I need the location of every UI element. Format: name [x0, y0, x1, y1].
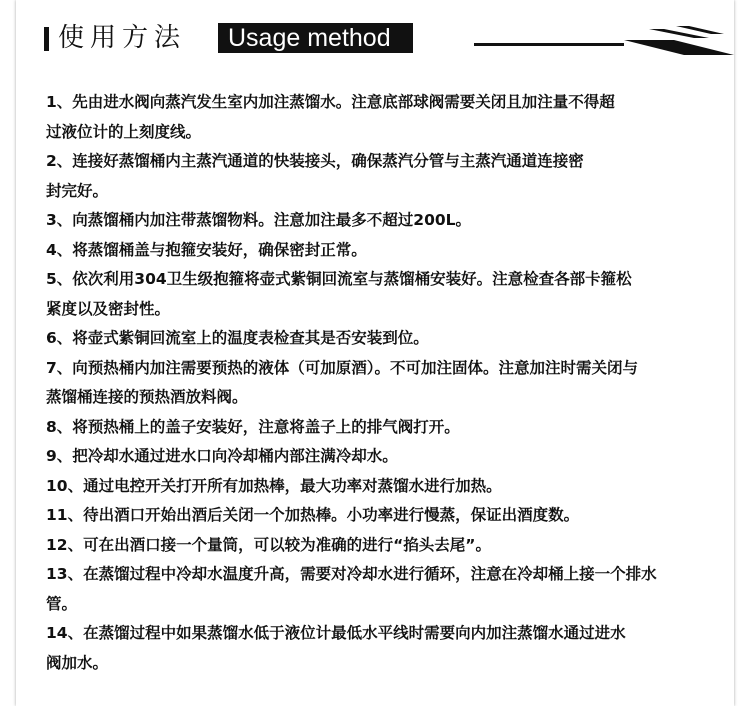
list-item	[46, 147, 716, 206]
step-text: 9、把冷却水通过进水口向冷却桶内部注满冷却水。	[46, 447, 398, 465]
step-text: 1、先由进水阀向蒸汽发生室内加注蒸馏水。注意底部球阀需要关闭且加注量不得超	[46, 93, 615, 111]
step-text-continued: 紧度以及密封性。	[46, 299, 171, 318]
step-text-continued: 过液位计的上刻度线。	[46, 122, 202, 141]
header-rule-line	[474, 43, 624, 46]
step-text: 2、连接好蒸馏桶内主蒸汽通道的快装接头，确保蒸汽分管与主蒸汽通道连接密	[46, 152, 584, 170]
list-item	[46, 560, 716, 619]
step-text: 6、将壶式紫铜回流室上的温度表检查其是否安装到位。	[46, 329, 429, 347]
step-text: 13、在蒸馏过程中冷却水温度升高，需要对冷却水进行循环，注意在冷却桶上接一个排水	[46, 565, 657, 583]
header-stripes-decoration	[604, 26, 734, 56]
document-page	[16, 0, 734, 706]
step-text: 14、在蒸馏过程中如果蒸馏水低于液位计最低水平线时需要向内加注蒸馏水通过进水	[46, 624, 626, 642]
list-item	[46, 206, 716, 236]
header-title-zh: 使用方法	[58, 23, 187, 53]
step-text: 11、待出酒口开始出酒后关闭一个加热棒。小功率进行慢蒸，保证出酒度数。	[46, 506, 580, 524]
step-text: 4、将蒸馏桶盖与抱箍安装好，确保密封正常。	[46, 240, 367, 259]
header-marker-bar	[44, 27, 49, 51]
section-header	[44, 20, 734, 56]
step-text-continued: 封完好。	[46, 181, 109, 200]
list-item	[46, 354, 716, 413]
step-text: 10、通过电控开关打开所有加热棒，最大功率对蒸馏水进行加热。	[46, 476, 502, 495]
step-text: 5、依次利用304卫生级抱箍将壶式紫铜回流室与蒸馏桶安装好。注意检查各部卡箍松	[46, 270, 632, 288]
usage-steps-list	[46, 88, 716, 678]
step-text: 8、将预热桶上的盖子安装好，注意将盖子上的排气阀打开。	[46, 417, 460, 436]
list-item	[46, 265, 716, 324]
step-text: 7、向预热桶内加注需要预热的液体（可加原酒）。不可加注固体。注意加注时需关闭与	[46, 358, 639, 377]
list-item	[46, 88, 716, 147]
list-item	[46, 531, 716, 561]
list-item	[46, 501, 716, 531]
list-item	[46, 413, 716, 443]
step-text: 3、向蒸馏桶内加注带蒸馏物料。注意加注最多不超过200L。	[46, 211, 472, 229]
step-text-continued: 管。	[46, 594, 78, 613]
list-item	[46, 236, 716, 266]
list-item	[46, 619, 716, 678]
header-title-en: Usage method	[228, 24, 391, 52]
list-item	[46, 442, 716, 472]
step-text-continued: 蒸馏桶连接的预热酒放料阀。	[46, 388, 248, 406]
list-item	[46, 324, 716, 354]
step-text: 12、可在出酒口接一个量筒，可以较为准确的进行“掐头去尾”。	[46, 535, 491, 554]
step-text-continued: 阀加水。	[46, 653, 109, 672]
list-item	[46, 472, 716, 502]
